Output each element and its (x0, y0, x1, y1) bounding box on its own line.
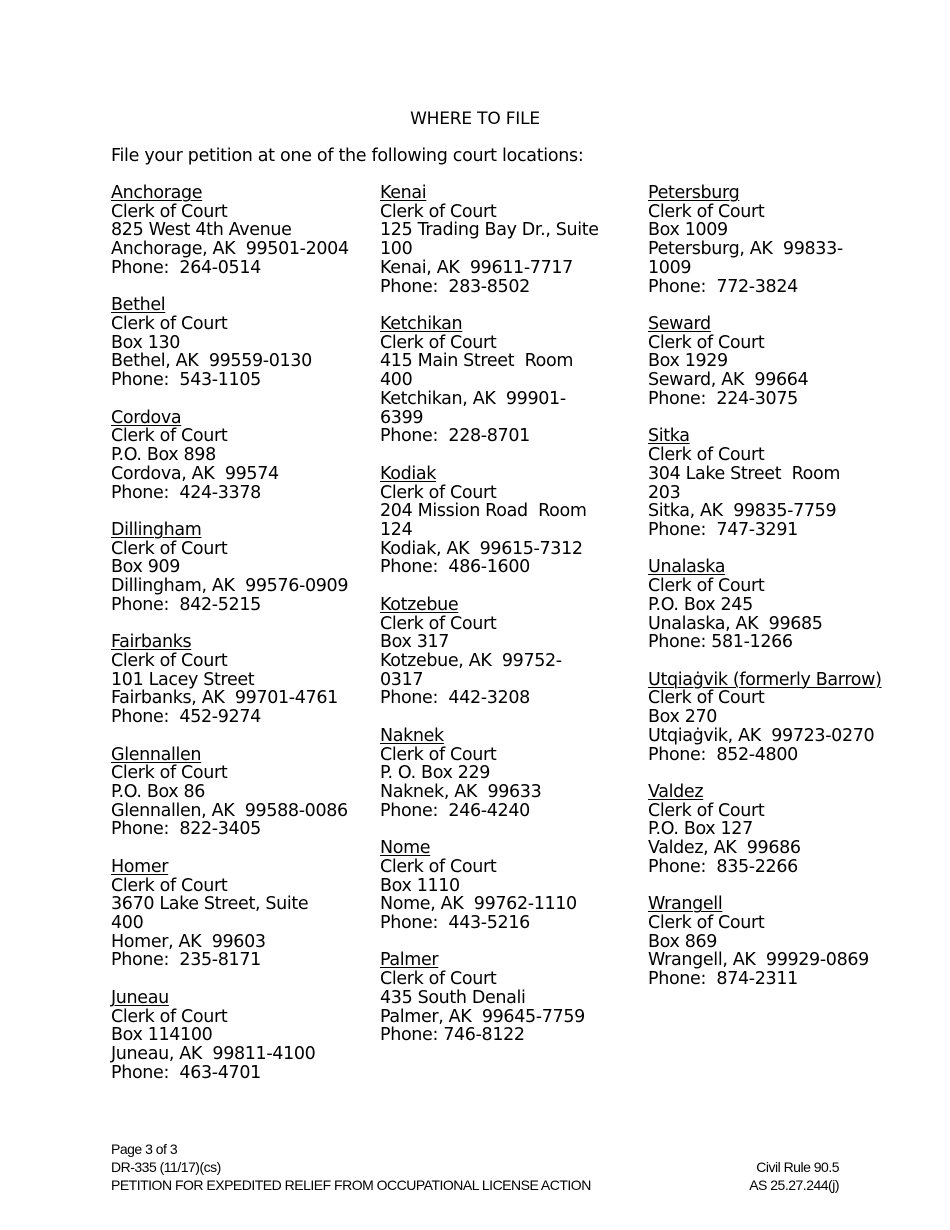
court-location-entry (111, 633, 373, 727)
court-address-line: Glennallen, AK 99588-0086 (111, 800, 348, 821)
court-address-line: Box 869 (648, 931, 718, 952)
court-address-line: Clerk of Court (111, 201, 228, 222)
court-address-line: Homer, AK 99603 (111, 931, 266, 952)
court-address-line: Palmer, AK 99645-7759 (380, 1006, 585, 1027)
court-address-line: Phone: 835-2266 (648, 856, 798, 877)
court-address-line: Box 1929 (648, 351, 728, 372)
footer-form-title: PETITION FOR EXPEDITED RELIEF FROM OCCUPATIONAL LICENSE ACTION (111, 1177, 591, 1193)
court-address-line: Box 270 (648, 707, 718, 728)
court-address-line: Clerk of Court (111, 538, 228, 559)
court-address-line: Clerk of Court (380, 744, 497, 765)
court-address-line: 125 Trading Bay Dr., Suite (380, 220, 599, 241)
court-address-line: Clerk of Court (380, 856, 497, 877)
court-address-line: Box 317 (380, 632, 450, 653)
court-address-line: Clerk of Court (111, 1006, 228, 1027)
court-city-heading: Dillingham (111, 519, 202, 540)
court-address-line: Phone: 442-3208 (380, 688, 530, 709)
court-address-line: Clerk of Court (111, 314, 228, 335)
court-column-3 (648, 184, 888, 1008)
court-address-line: P.O. Box 127 (648, 819, 753, 840)
court-address-line: Phone: 228-8701 (380, 426, 530, 447)
court-location-entry (648, 184, 888, 296)
court-city-heading: Utqiaġvik (formerly Barrow) (648, 669, 882, 690)
court-address-line: Clerk of Court (380, 332, 497, 353)
court-location-entry (380, 596, 642, 708)
court-address-line: 415 Main Street Room (380, 351, 574, 372)
footer-statute: AS 25.27.244(j) (749, 1177, 839, 1193)
court-location-entry (648, 558, 888, 652)
court-city-heading: Wrangell (648, 894, 723, 915)
court-address-line: Kodiak, AK 99615-7312 (380, 538, 583, 559)
page-footer (111, 1140, 839, 1194)
court-city-heading: Valdez (648, 782, 704, 802)
court-column-2 (380, 184, 642, 1064)
court-address-line: Clerk of Court (380, 613, 497, 634)
court-address-line: 400 (380, 370, 413, 391)
court-location-entry (380, 465, 642, 577)
court-address-line: Phone: 463-4701 (111, 1062, 261, 1083)
court-location-entry (380, 839, 642, 933)
court-city-heading: Palmer (380, 950, 439, 971)
court-city-heading: Juneau (111, 987, 169, 1008)
court-location-entry (648, 315, 888, 409)
court-city-heading: Anchorage (111, 183, 203, 203)
court-address-line: Petersburg, AK 99833- (648, 239, 843, 260)
court-address-line: Phone: 874-2311 (648, 969, 798, 990)
court-location-entry (111, 409, 373, 503)
court-address-line: Phone: 235-8171 (111, 950, 261, 971)
court-address-line: 435 South Denali (380, 987, 526, 1008)
court-address-line: Clerk of Court (380, 969, 497, 990)
court-address-line: Unalaska, AK 99685 (648, 613, 823, 634)
court-address-line: Phone: 264-0514 (111, 257, 261, 278)
court-address-line: Phone: 852-4800 (648, 744, 798, 765)
court-address-line: Fairbanks, AK 99701-4761 (111, 688, 338, 709)
court-address-line: Phone: 822-3405 (111, 819, 261, 840)
court-address-line: Box 1009 (648, 220, 728, 241)
court-address-line: Clerk of Court (648, 445, 765, 466)
court-address-line: Clerk of Court (380, 201, 497, 222)
court-address-line: 124 (380, 519, 413, 540)
court-address-line: Phone: 283-8502 (380, 276, 530, 297)
court-address-line: Seward, AK 99664 (648, 370, 809, 391)
court-location-entry (111, 989, 373, 1083)
court-address-line: Phone: 747-3291 (648, 519, 798, 540)
court-city-heading: Kodiak (380, 463, 437, 484)
court-address-line: Wrangell, AK 99929-0869 (648, 950, 869, 971)
court-address-line: Clerk of Court (648, 201, 765, 222)
court-city-heading: Glennallen (111, 744, 202, 765)
court-address-line: Phone: 443-5216 (380, 913, 530, 934)
court-address-line: Naknek, AK 99633 (380, 782, 542, 802)
court-address-line: Clerk of Court (648, 688, 765, 709)
court-city-heading: Unalaska (648, 557, 726, 578)
footer-form-code: DR-335 (11/17)(cs) (111, 1159, 221, 1175)
court-location-entry (648, 783, 888, 877)
court-city-heading: Kenai (380, 183, 427, 203)
court-city-heading: Nome (380, 838, 431, 859)
court-address-line: 204 Mission Road Room (380, 501, 587, 522)
court-city-heading: Naknek (380, 725, 444, 746)
court-address-line: Utqiaġvik, AK 99723-0270 (648, 725, 875, 746)
court-address-line: 400 (111, 913, 144, 934)
court-city-heading: Ketchikan (380, 314, 463, 335)
court-address-line: Clerk of Court (648, 576, 765, 597)
court-city-heading: Homer (111, 856, 169, 877)
court-address-line: Phone: 486-1600 (380, 557, 530, 578)
court-address-line: Bethel, AK 99559-0130 (111, 351, 312, 372)
court-address-line: Cordova, AK 99574 (111, 463, 279, 484)
court-location-entry (380, 727, 642, 821)
court-address-line: Dillingham, AK 99576-0909 (111, 576, 349, 597)
court-location-entry (648, 671, 888, 765)
court-location-entry (380, 184, 642, 296)
court-location-entry (111, 521, 373, 615)
court-location-entry (380, 315, 642, 446)
footer-rule: Civil Rule 90.5 (756, 1159, 839, 1175)
court-address-line: Box 130 (111, 332, 181, 353)
court-address-line: Clerk of Court (648, 332, 765, 353)
court-address-line: 101 Lacey Street (111, 669, 255, 690)
court-column-1 (111, 184, 373, 1101)
court-address-line: Kenai, AK 99611-7717 (380, 257, 573, 278)
court-address-line: Clerk of Court (648, 800, 765, 821)
court-address-line: 304 Lake Street Room (648, 463, 841, 484)
court-location-entry (380, 951, 642, 1045)
court-address-line: Anchorage, AK 99501-2004 (111, 239, 349, 260)
court-address-line: Phone: 246-4240 (380, 800, 530, 821)
court-address-line: Ketchikan, AK 99901- (380, 388, 566, 409)
court-address-line: 100 (380, 239, 413, 260)
court-city-heading: Seward (648, 314, 711, 335)
court-address-line: 1009 (648, 257, 692, 278)
court-city-heading: Cordova (111, 407, 182, 428)
court-address-line: 0317 (380, 669, 424, 690)
court-city-heading: Petersburg (648, 183, 740, 203)
court-address-line: Juneau, AK 99811-4100 (111, 1044, 316, 1065)
court-address-line: Clerk of Court (111, 650, 228, 671)
court-address-line: P.O. Box 86 (111, 782, 206, 802)
court-address-line: P.O. Box 245 (648, 594, 753, 615)
court-address-line: P.O. Box 898 (111, 445, 216, 466)
court-address-line: Phone: 452-9274 (111, 707, 261, 728)
court-address-line: Phone: 424-3378 (111, 482, 261, 503)
court-address-line: Phone: 581-1266 (648, 632, 793, 653)
court-address-line: 6399 (380, 407, 424, 428)
court-city-heading: Bethel (111, 295, 166, 316)
court-address-line: Box 1110 (380, 875, 460, 896)
court-address-line: Box 909 (111, 557, 181, 578)
court-address-line: Phone: 224-3075 (648, 388, 798, 409)
court-address-line: Phone: 746-8122 (380, 1025, 525, 1046)
court-address-line: Sitka, AK 99835-7759 (648, 501, 837, 522)
court-address-line: Clerk of Court (648, 913, 765, 934)
court-address-line: 825 West 4th Avenue (111, 220, 292, 241)
court-location-entry (111, 184, 373, 278)
court-address-line: Valdez, AK 99686 (648, 838, 801, 859)
court-city-heading: Fairbanks (111, 632, 192, 653)
court-location-entry (648, 427, 888, 539)
court-address-line: Clerk of Court (111, 763, 228, 784)
court-address-line: Phone: 772-3824 (648, 276, 798, 297)
court-location-entry (111, 746, 373, 840)
court-address-line: Kotzebue, AK 99752- (380, 650, 562, 671)
court-address-line: Phone: 842-5215 (111, 594, 261, 615)
court-location-entry (648, 895, 888, 989)
court-city-heading: Sitka (648, 426, 690, 447)
page-title: WHERE TO FILE (410, 109, 540, 129)
court-address-line: 203 (648, 482, 681, 503)
court-city-heading: Kotzebue (380, 594, 459, 615)
court-address-line: Clerk of Court (111, 875, 228, 896)
court-address-line: Box 114100 (111, 1025, 213, 1046)
court-location-entry (111, 858, 373, 970)
court-location-entry (111, 296, 373, 390)
court-address-line: Phone: 543-1105 (111, 370, 261, 391)
footer-page-number: Page 3 of 3 (111, 1141, 178, 1157)
court-address-line: Clerk of Court (111, 426, 228, 447)
court-address-line: P. O. Box 229 (380, 763, 491, 784)
court-address-line: Nome, AK 99762-1110 (380, 894, 577, 915)
court-address-line: 3670 Lake Street, Suite (111, 894, 309, 915)
intro-text: File your petition at one of the following court locations: (111, 146, 584, 166)
court-address-line: Clerk of Court (380, 482, 497, 503)
